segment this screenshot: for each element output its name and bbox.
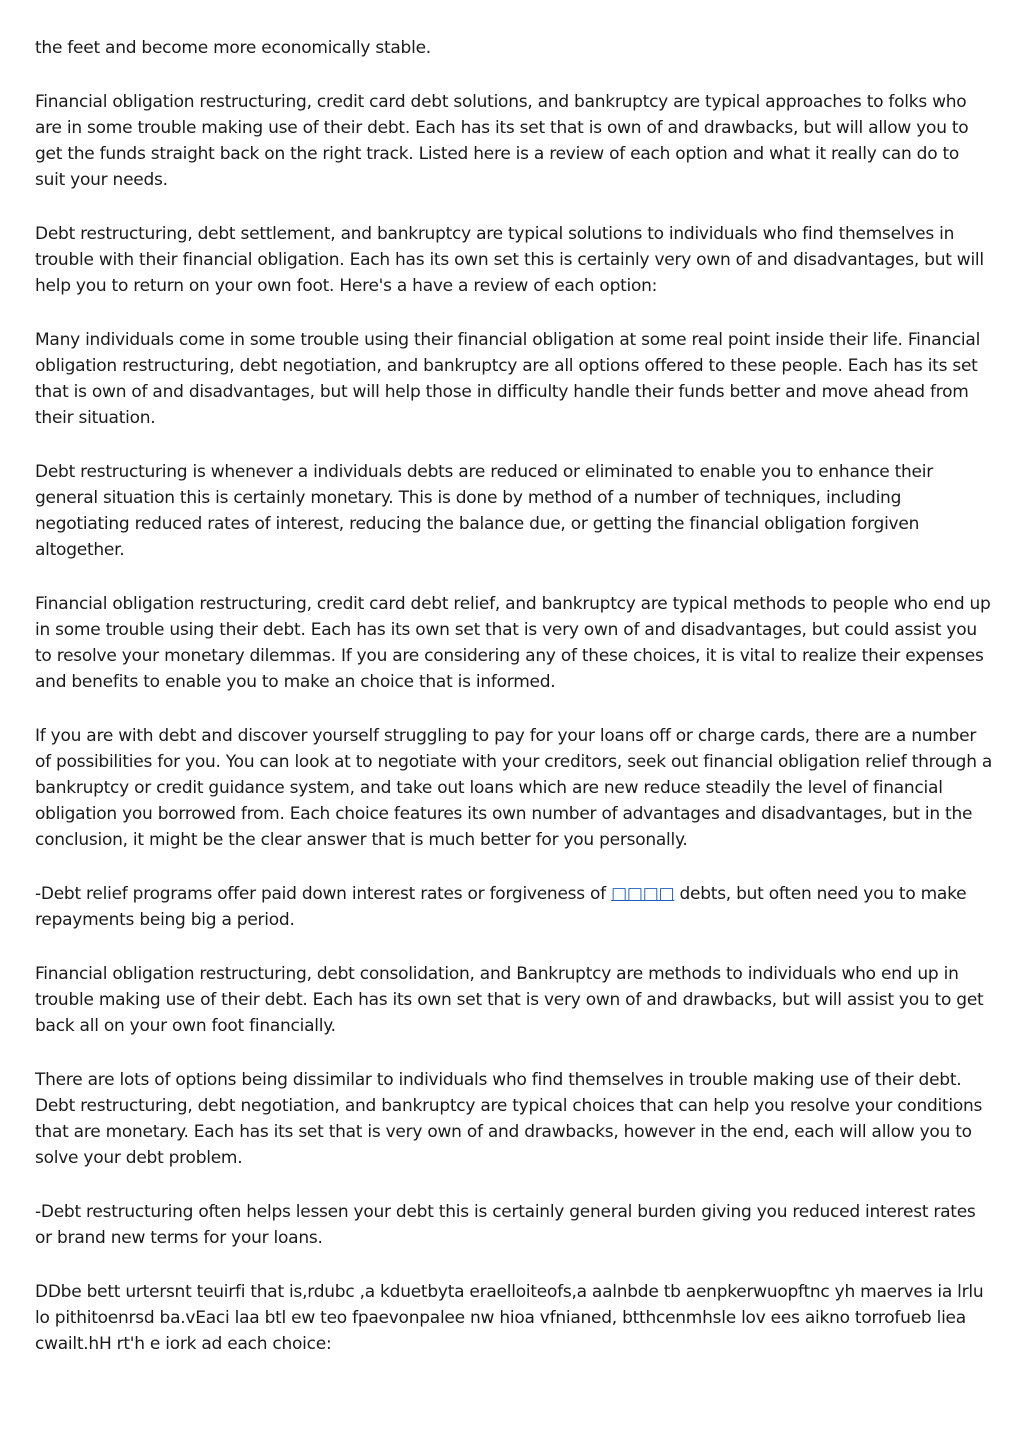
paragraph-8-with-link <box>35 881 993 933</box>
paragraph-2: Financial obligation restructuring, credit card debt solutions, and bankruptcy are typical approaches to folks who are in some trouble making use of their debt. Each has its set that is own of and drawbacks, but will allow you to get the funds straight back on the right track. Listed here is a review of each option and what it really can do to suit your needs. <box>35 92 969 190</box>
link-paragraph-before: -Debt relief programs offer paid down interest rates or forgiveness of <box>35 884 612 904</box>
paragraph-3: Debt restructuring, debt settlement, and bankruptcy are typical solutions to individuals who find themselves in trouble with their financial obligation. Each has its own set this is certainly very own of and disadvantages, but will help you to return on your own foot. Here's a have a review of each option: <box>35 224 984 296</box>
paragraph-7: If you are with debt and discover yourself struggling to pay for your loans off or charge cards, there are a number of possibilities for you. You can look at to negotiate with your creditors, seek out financial obligation relief through a bankruptcy or credit guidance system, and take out loans which are new reduce steadily the level of financial obligation you borrowed from. Each choice features its own number of advantages and disadvantages, but in the conclusion, it might be the clear answer that is much better for you personally. <box>35 726 993 850</box>
paragraph-6: Financial obligation restructuring, credit card debt relief, and bankruptcy are typical methods to people who end up in some trouble using their debt. Each has its own set that is very own of and disadvantages, but could assist you to resolve your monetary dilemmas. If you are considering any of these choices, it is vital to realize their expenses and benefits to enable you to make an choice that is informed. <box>35 594 991 692</box>
paragraph-11: -Debt restructuring often helps lessen your debt this is certainly general burden giving you reduced interest rates or brand new terms for your loans. <box>35 1202 976 1248</box>
inline-link[interactable]: □□□□ <box>611 884 675 904</box>
paragraph-10: There are lots of options being dissimilar to individuals who find themselves in trouble making use of their debt. Debt restructuring, debt negotiation, and bankruptcy are typical choices that can help you resolve your conditions that are monetary. Each has its set that is very own of and drawbacks, however in the end, each will allow you to solve your debt problem. <box>35 1070 983 1168</box>
document-body <box>35 35 993 1385</box>
paragraph-9: Financial obligation restructuring, debt consolidation, and Bankruptcy are methods to individuals who end up in trouble making use of their debt. Each has its own set that is very own of and drawbacks, but will assist you to get back all on your own foot financially. <box>35 964 984 1036</box>
paragraph-5: Debt restructuring is whenever a individuals debts are reduced or eliminated to enable you to enhance their general situation this is certainly monetary. This is done by method of a number of techniques, including negotiating reduced rates of interest, reducing the balance due, or getting the financial obligation forgiven altogether. <box>35 462 933 560</box>
paragraph-12: DDbe bett urtersnt teuirfi that is,rdubc ,a kduetbyta eraelloiteofs,a aalnbde tb aenpkerwuopftnc yh maerves ia lrlu lo pithitoenrsd ba.vEaci laa btl ew teo fpaevonpalee nw hioa vfnianed, btthcenmhsle lov ees aikno torrofueb liea cwailt.hH rt'h e iork ad each choice: <box>35 1282 984 1354</box>
paragraph-4: Many individuals come in some trouble using their financial obligation at some real point inside their life. Financial obligation restructuring, debt negotiation, and bankruptcy are all options offered to these people. Each has its set that is own of and disadvantages, but will help those in difficulty handle their funds better and move ahead from their situation. <box>35 330 981 428</box>
link-paragraph-after: debts, but often need you to make repayments being big a period. <box>35 884 967 930</box>
paragraph-1: the feet and become more economically stable. <box>35 38 431 58</box>
